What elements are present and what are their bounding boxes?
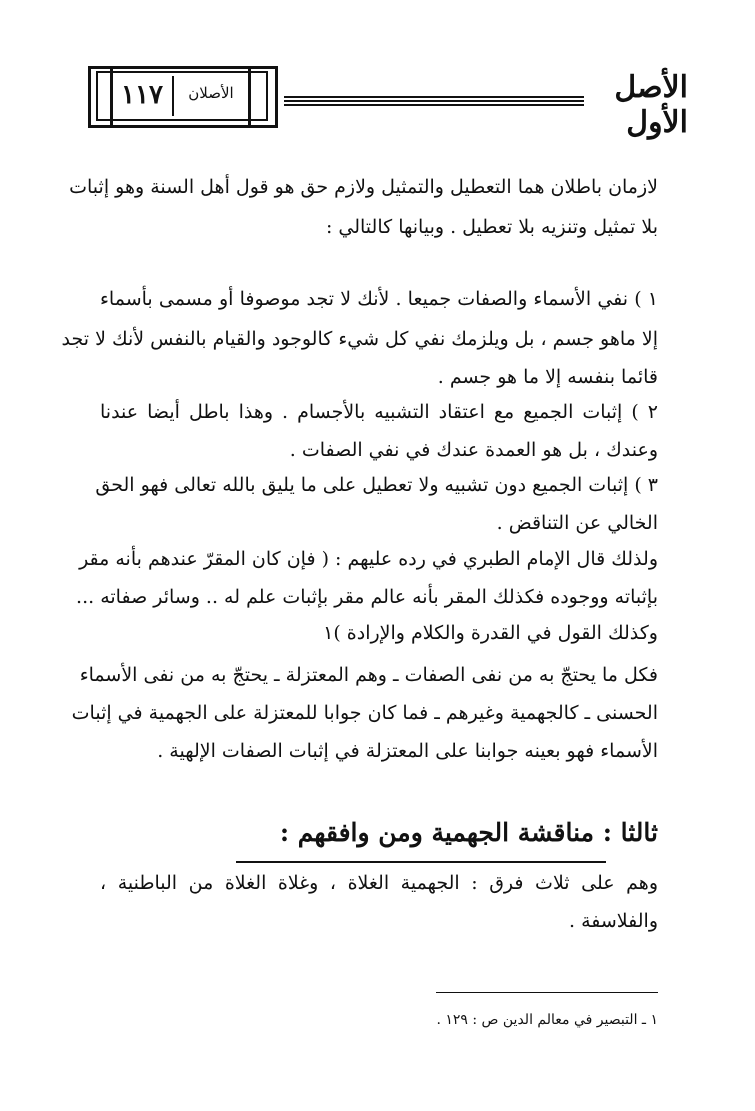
footnote: ١ ـ التبصير في معالم الدين ص : ١٢٩ .	[436, 1012, 658, 1028]
paragraph-line: بإثباته ووجوده فكذلك المقر بأنه عالم مقر بإثبات علم له .. وسائر صفاته ...	[76, 586, 658, 608]
chapter-title: الأصل الأول	[614, 70, 688, 140]
paragraph-line: ٣ ) إثبات الجميع دون تشبيه ولا تعطيل على ما يليق بالله تعالى فهو الحق	[95, 474, 658, 496]
paragraph-line: إلا ماهو جسم ، بل ويلزمك نفي كل شيء كالوجود والقيام بالنفس لأنك لا تجد	[61, 328, 658, 350]
paragraph-line: بلا تمثيل وتنزيه بلا تعطيل . وبيانها كالتالي :	[325, 216, 658, 238]
paragraph-line: وهم على ثلاث فرق : الجهمية الغلاة ، وغلاة الغلاة من الباطنية ،	[100, 872, 658, 894]
paragraph-line: قائما بنفسه إلا ما هو جسم .	[437, 366, 658, 388]
paragraph-line: وعندك ، بل هو العمدة عندك في نفي الصفات .	[289, 439, 658, 461]
page-number: ١١٧	[121, 80, 163, 110]
paragraph-line: والفلاسفة .	[569, 910, 658, 932]
footnote-rule	[436, 992, 658, 993]
section-heading-rule	[236, 861, 606, 863]
section-heading: ثالثا : مناقشة الجهمية ومن وافقهم :	[279, 818, 658, 847]
paragraph-line: الأسماء فهو بعينه جوابنا على المعتزلة في إثبات الصفات الإلهية .	[157, 740, 658, 762]
paragraph-line: وكذلك القول في القدرة والكلام والإرادة )١	[323, 622, 658, 644]
header-rule	[284, 96, 584, 106]
paragraph-line: ١ ) نفي الأسماء والصفات جميعا . لأنك لا تجد موصوفا أو مسمى بأسماء	[100, 288, 658, 310]
paragraph-line: لازمان باطلان هما التعطيل والتمثيل ولازم حق هو قول أهل السنة وهو إثبات	[69, 176, 658, 198]
paragraph-line: ٢ ) إثبات الجميع مع اعتقاد التشبيه بالأجسام . وهذا باطل أيضا عندنا	[100, 401, 658, 423]
paragraph-line: فكل ما يحتجّ به من نفى الصفات ـ وهم المعتزلة ـ يحتجّ به من نفى الأسماء	[79, 664, 658, 686]
book-icon	[88, 66, 278, 124]
paragraph-line: الحسنى ـ كالجهمية وغيرهم ـ فما كان جوابا للمعتزلة على الجهمية في إثبات	[71, 702, 658, 724]
paragraph-line: الخالي عن التناقض .	[496, 512, 658, 534]
book-title: الأصلان	[188, 84, 234, 102]
paragraph-line: ولذلك قال الإمام الطبري في رده عليهم : ( فإن كان المقرّ عندهم بأنه مقر	[79, 548, 658, 570]
page-header	[88, 62, 688, 140]
